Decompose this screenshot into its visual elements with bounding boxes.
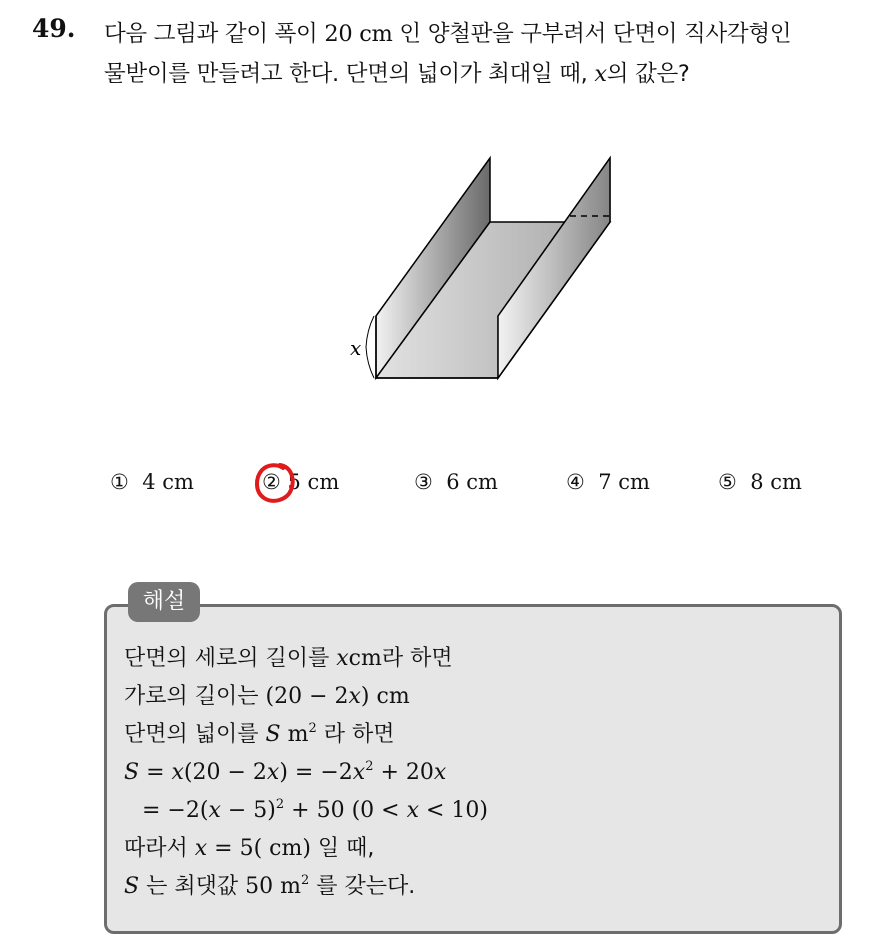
- solution-text: [124, 640, 488, 906]
- choice-1[interactable]: ① 4 cm: [110, 470, 194, 494]
- answer-circle-mark: [250, 458, 298, 506]
- question-line-1: 다음 그림과 같이 폭이 20 cm 인 양철판을 구부려서 단면이 직사각형인: [104, 21, 792, 47]
- solution-line-4: $S = x(20 - 2x) = -2x^2 + 20x$: [124, 759, 447, 785]
- solution-line-1: 단면의 세로의 길이를 xcm라 하면: [124, 646, 453, 671]
- height-brace: [366, 316, 374, 378]
- question-number: 49.: [32, 14, 76, 43]
- solution-line-3: 단면의 넓이를 S $m^2$ 라 하면: [124, 721, 395, 747]
- choice-2[interactable]: ② 5 cm: [262, 470, 340, 494]
- solution-line-6: 따라서 x = 5( cm) 일 때,: [124, 836, 375, 861]
- solution-line-7: S 는 최댓값 50 $m^2$ 를 갖는다.: [124, 873, 416, 899]
- solution-tab: 해설: [128, 582, 200, 622]
- solution-line-5: = $-2(x - 5)^2 + 50$ (0 < x < 10): [142, 797, 488, 823]
- height-label: x: [350, 336, 362, 360]
- gutter-figure: [330, 150, 630, 390]
- question-line-2: 물받이를 만들려고 한다. 단면의 넓이가 최대일 때, x의 값은?: [104, 61, 690, 87]
- answer-choices: [0, 470, 884, 504]
- solution-line-2: 가로의 길이는 (20 − 2x) cm: [124, 684, 410, 709]
- choice-5[interactable]: ⑤ 8 cm: [718, 470, 802, 494]
- choice-3[interactable]: ③ 6 cm: [414, 470, 498, 494]
- choice-4[interactable]: ④ 7 cm: [566, 470, 650, 494]
- question-text: [104, 14, 874, 94]
